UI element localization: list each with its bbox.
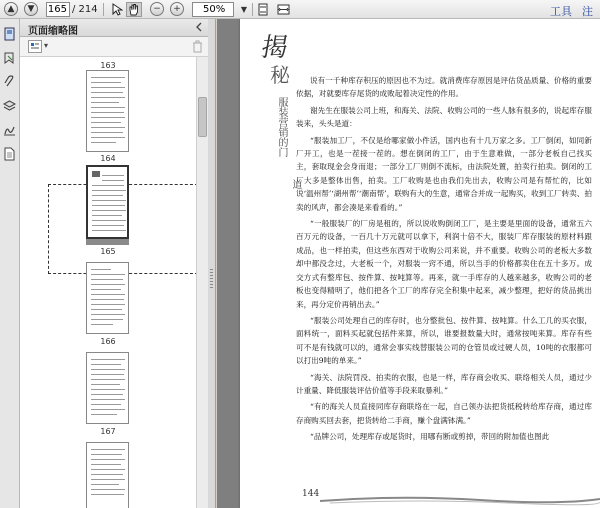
thumbnail-label: 166 [100,337,116,346]
paragraph: “品牌公司，处理库存或尾货时，用哪有断或剪掉，带回的附加值也图此 [310,432,550,442]
document-viewer[interactable] [217,19,600,508]
thumbnail-page[interactable] [86,262,129,334]
chevron-down-icon[interactable]: ▼ [240,5,248,14]
fit-width-icon[interactable] [276,2,290,17]
page-number-input[interactable]: 165 [46,2,70,17]
decorative-brush-stroke [280,491,600,507]
thumbnail-page[interactable] [86,442,129,508]
thumbnail-panel [20,19,208,508]
thumbnail-label: 163 [100,61,116,70]
thumbnail-label: 164 [100,154,116,163]
next-page-button[interactable]: ▼ [24,2,38,16]
scrollbar-thumb[interactable] [198,97,207,137]
attachments-icon[interactable] [3,75,16,88]
paragraph: “海关、法院罚没、拍卖的衣服，也是一样，库存商会收买、联络相关人员，通过少计重量、降低服装评估价值等手段来取暴利。” [296,372,592,395]
chapter-title-char: 秘 [270,63,290,87]
panel-header [20,19,208,37]
paragraph: 谢先生在服装公司上班，和海关、法院、收购公司的一些人脉有很多的，说起库存服装来，头头是道： [296,105,592,129]
hand-tool-icon[interactable] [126,2,142,17]
previous-page-button[interactable]: ▲ [4,2,18,16]
navigation-rail [0,19,20,508]
panel-title: 页面缩略图 [28,26,78,37]
document-page [240,19,600,508]
paragraph: 说有一千种库存积压的原因也不为过。就消费库存原因是评估货品质量、价格的重要依据，对就要库存尾货的成败起着决定性的作用。 [296,76,592,99]
selection-bar [86,239,129,245]
zoom-level-field[interactable]: 50% [192,2,234,17]
zoom-out-button[interactable]: − [150,2,164,16]
signatures-icon[interactable] [3,123,16,136]
splitter-grip[interactable] [210,269,213,289]
zoom-in-button[interactable]: + [170,2,184,16]
thumbnail-list[interactable] [20,57,196,508]
thumbnail-page[interactable] [86,70,129,152]
layers-icon[interactable] [3,99,16,112]
trash-icon[interactable] [192,40,204,53]
chapter-title-char: 揭 [258,33,293,63]
divider [252,3,253,16]
page-body-text [296,74,592,447]
page-thumbnails-icon[interactable] [3,27,16,40]
select-tool-icon[interactable] [110,2,124,17]
panel-toolbar [20,37,208,57]
side-heading: 服装营销的门 [276,97,287,157]
paragraph: “有的海关人员直接同库存商联络在一起，自己领办法把货抵税转给库存商，通过库存商购买回去套，把货转给二手商，赚个盘满钵满。” [296,402,592,425]
thumbnail-label: 165 [100,247,116,256]
thumbnail-label: 167 [100,427,116,436]
divider [103,3,104,16]
toolbar [0,0,600,19]
page-total: / 214 [72,4,98,15]
options-icon[interactable] [28,40,42,53]
panel-splitter[interactable] [208,19,216,508]
thumbnail-page-selected[interactable] [86,165,129,239]
tools-menu[interactable]: 工具 [550,5,572,18]
thumbnail-scrollbar[interactable] [196,57,208,508]
side-heading: 道 [290,179,301,189]
paragraph: “一般服装厂的厂房是租的，所以说收购倒闭工厂，是主要是里面的设备，通常五六百万元的设备，一百几十万元就可以拿下，利润十倍不大，服装厂库存服装的原材料跟成品，也一样拍卖，但这些东西对于收购公司来说，并不重要。收购公司的老板大多数却中都没念过，大老板一个，对服装一窍不通，所以当手的价格都卖住在五十多万。成交方式有整库包、按件算、按吨算等。再来，就一手库存的人越来越多，收购公司的老板也变得精明了，他们把各个工厂的库存完全积集中起来，减少整理，把好的货品挑出来，再分定价再销出去。” [296,219,592,309]
thumbnail-page[interactable] [86,352,129,424]
chevron-down-icon[interactable]: ▾ [44,41,49,50]
comment-menu[interactable]: 注 [582,5,593,18]
page-number: 144 [302,489,320,499]
document-icon[interactable] [3,147,16,160]
paragraph: “服装公司处理自己的库存时，也分整批包、按件算、按吨算。什么工几的买衣服，面料统一，面料买起就包括件来算，所以，谁要报数量大时，通常按吨来算。库存有些可不是有钱就可以的，通常会事实线替服装公司的仓管员或过硬人员，10吨的衣服都可以打出9吨的单来。” [296,315,592,366]
collapse-panel-icon[interactable] [194,22,204,32]
fit-page-icon[interactable] [256,2,270,17]
paragraph: “服装加工厂，不仅是给哪家做小件活，国内也有十几万家之多。工厂倒闭，如同新厂开工，也是一茬接一茬的。想在倒闭的工厂，由于生意难做，一部分老板自己找买主，套取现金会身而退；一部分工厂则倒不流标，由法院处置，拍卖行拍卖。倒闭的工厂大多是整体出售，拍卖。工厂收购是也由我们先出去，收购公司是有帮忙的，比如说‘温州帮’‘湖州帮’‘潮南帮’，联购有大的生意，通常合并成一起购买，收到工厂转卖、拍卖的风声，都会凑是来看看的。” [296,135,592,212]
bookmarks-icon[interactable] [3,51,16,64]
